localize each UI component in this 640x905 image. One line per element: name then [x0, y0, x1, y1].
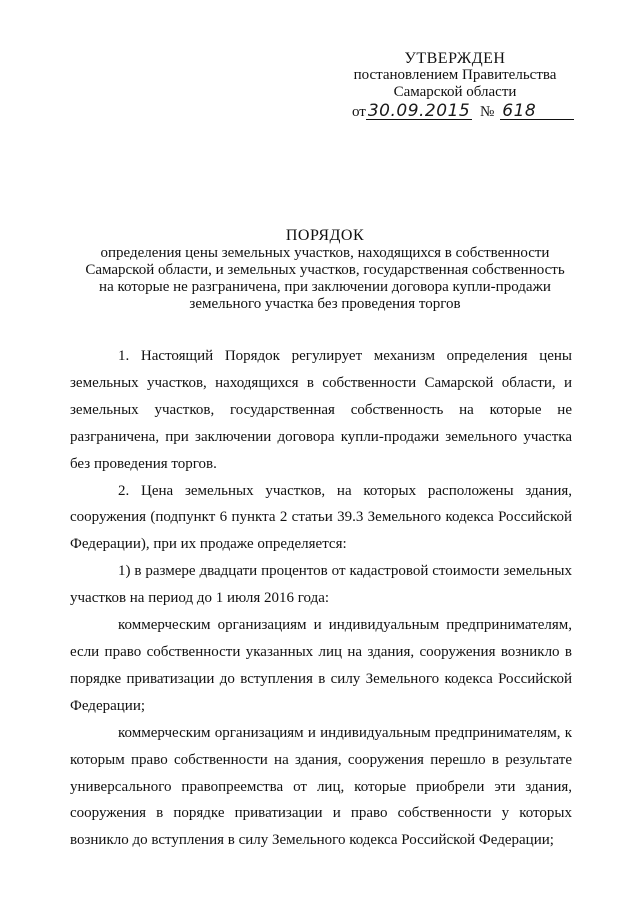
paragraph-2-item-1-sub-2: коммерческим организациям и индивидуальным предпринимателям, к которым право собственности на здания, сооружения перешло в результате универсального правопреемства от лиц, которые приобрели эти здания, сооружения в порядке приватизации и право собственности у которых возникло до вступления в силу Земельного кодекса Российской Федерации;	[70, 724, 572, 849]
approval-date-line	[330, 103, 580, 121]
approval-number-handwritten: 618	[500, 103, 574, 120]
paragraph-2-item-1-sub-1: коммерческим организациям и индивидуальным предпринимателям, если право собственности указанных лиц на здания, сооружения возникло в порядке приватизации до вступления в силу Земельного кодекса Российской Федерации;	[70, 617, 572, 714]
approval-region: Самарской области	[393, 84, 517, 100]
number-sign: №	[479, 104, 495, 120]
paragraph-2-item-1: 1) в размере двадцати процентов от кадастровой стоимости земельных участков на период до 1 июля 2016 года:	[70, 563, 572, 607]
subtitle-line: Самарской области, и земельных участков, государственная собственность	[85, 262, 565, 278]
approval-authority: постановлением Правительства	[353, 67, 557, 83]
approval-date-handwritten: 30.09.2015	[367, 101, 471, 121]
subtitle-line: на которые не разграничена, при заключении договора купли-продажи	[99, 279, 551, 295]
subtitle-line: земельного участка без проведения торгов	[189, 296, 461, 312]
paragraph-1: 1. Настоящий Порядок регулирует механизм определения цены земельных участков, находящихся в собственности Самарской области, и земельных участков, государственная собственность на которые не разграничена, при заключении договора купли-продажи земельного участка без проведения торгов.	[70, 348, 572, 472]
subtitle-line: определения цены земельных участков, находящихся в собственности	[100, 245, 550, 261]
approval-stamp	[330, 50, 580, 121]
date-prefix: от	[352, 104, 366, 120]
document-body	[70, 343, 572, 854]
paragraph-2: 2. Цена земельных участков, на которых расположены здания, сооружения (подпункт 6 пункта 2 статьи 39.3 Земельного кодекса Российской Федерации), при их продаже определяется:	[70, 482, 572, 553]
document-heading	[70, 227, 580, 313]
approval-title: УТВЕРЖДЕН	[404, 50, 506, 67]
document-title: ПОРЯДОК	[285, 227, 365, 244]
